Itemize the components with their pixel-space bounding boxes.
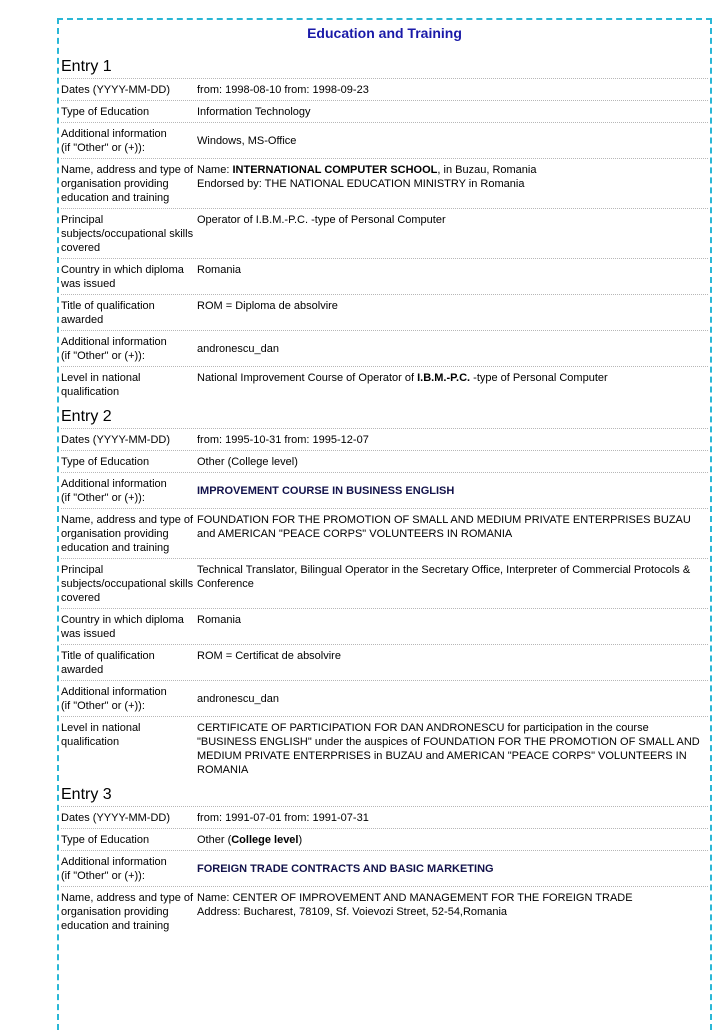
org-name-bold: INTERNATIONAL COMPUTER SCHOOL [232, 164, 438, 176]
organisation-line-1: Name: CENTER OF IMPROVEMENT AND MANAGEMENT FOR THE FOREIGN TRADE [197, 892, 633, 904]
addinfo2-label-line2: (if "Other" or (+)): [61, 350, 145, 362]
organisation-label: Name, address and type of organisation providing education and training [61, 164, 194, 204]
addinfo-label-line1: Additional information [61, 128, 167, 140]
entry-1 [61, 56, 708, 402]
organisation-line-2: Endorsed by: THE NATIONAL EDUCATION MINISTRY in Romania [197, 178, 525, 190]
addinfo-row [61, 472, 708, 508]
type-row [61, 828, 708, 850]
qualification-label: Title of qualification awarded [61, 650, 155, 676]
entry-title: Entry 2 [61, 408, 112, 425]
qualification-row [61, 294, 708, 330]
organisation-line-1 [197, 163, 708, 177]
dates-value: from: 1998-08-10 from: 1998-09-23 [197, 84, 369, 96]
entry-3 [61, 784, 708, 936]
organisation-value: FOUNDATION FOR THE PROMOTION OF SMALL AND MEDIUM PRIVATE ENTERPRISES BUZAU and AMERICAN "PEACE CORPS" VOLUNTEERS IN ROMANIA [197, 514, 691, 540]
addinfo2-label-line1: Additional information [61, 686, 167, 698]
organisation-row [61, 158, 708, 208]
organisation-row [61, 886, 708, 936]
subjects-label: Principal subjects/occupational skills covered [61, 214, 194, 254]
subjects-label: Principal subjects/occupational skills covered [61, 564, 194, 604]
level-value: CERTIFICATE OF PARTICIPATION FOR DAN ANDRONESCU for participation in the course "BUSINESS ENGLISH" under the auspices of FOUNDATION FOR THE PROMOTION OF SMALL AND MEDIUM PRIVATE ENTERPRISES in BUZAU and AMERICAN "PEACE CORPS" VOLUNTEERS IN ROMANIA [197, 722, 700, 776]
addinfo-value: Windows, MS-Office [197, 135, 297, 147]
level-bold: I.B.M.-P.C. [417, 372, 471, 384]
addinfo-label [61, 477, 197, 505]
level-label: Level in national qualification [61, 722, 141, 748]
qualification-value: ROM = Certificat de absolvire [197, 650, 341, 662]
level-label: Level in national qualification [61, 372, 141, 398]
organisation-line-2: Address: Bucharest, 78109, Sf. Voievozi Street, 52-54,Romania [197, 906, 508, 918]
entries-content [61, 52, 708, 936]
level-suffix: -type of Personal Computer [470, 372, 608, 384]
addinfo-label [61, 127, 197, 155]
addinfo2-row [61, 680, 708, 716]
country-label: Country in which diploma was issued [61, 614, 184, 640]
dates-value: from: 1995-10-31 from: 1995-12-07 [197, 434, 369, 446]
subjects-row [61, 558, 708, 608]
level-prefix: National Improvement Course of Operator of [197, 372, 418, 384]
addinfo-label-line1: Additional information [61, 856, 167, 868]
dates-row [61, 428, 708, 450]
organisation-label: Name, address and type of organisation providing education and training [61, 892, 194, 932]
level-row [61, 366, 708, 402]
entry-title: Entry 3 [61, 786, 112, 803]
subjects-value: Operator of I.B.M.-P.C. -type of Personal Computer [197, 214, 446, 226]
country-row [61, 258, 708, 294]
type-bold: College level [231, 834, 299, 846]
addinfo-row [61, 850, 708, 886]
qualification-row [61, 644, 708, 680]
type-label: Type of Education [61, 456, 150, 468]
addinfo-value: IMPROVEMENT COURSE IN BUSINESS ENGLISH [197, 485, 455, 497]
level-row [61, 716, 708, 780]
country-row [61, 608, 708, 644]
addinfo-label-line2: (if "Other" or (+)): [61, 492, 145, 504]
addinfo2-label-line1: Additional information [61, 336, 167, 348]
organisation-label: Name, address and type of organisation providing education and training [61, 514, 194, 554]
dates-label: Dates (YYYY-MM-DD) [61, 812, 170, 824]
type-value: Information Technology [197, 106, 311, 118]
organisation-row [61, 508, 708, 558]
addinfo2-label [61, 335, 197, 363]
type-row [61, 450, 708, 472]
organisation-value [197, 891, 708, 933]
type-prefix: Other ( [197, 834, 232, 846]
subjects-value: Technical Translator, Bilingual Operator in the Secretary Office, Interpreter of Commercial Protocols & Conference [197, 564, 691, 590]
dates-row [61, 806, 708, 828]
type-value [197, 833, 708, 847]
dates-label: Dates (YYYY-MM-DD) [61, 84, 170, 96]
org-name-prefix: Name: [197, 164, 233, 176]
organisation-value [197, 163, 708, 205]
type-label: Type of Education [61, 106, 150, 118]
addinfo2-row [61, 330, 708, 366]
country-value: Romania [197, 264, 242, 276]
country-value: Romania [197, 614, 242, 626]
dates-label: Dates (YYYY-MM-DD) [61, 434, 170, 446]
dates-row [61, 78, 708, 100]
page-title: Education and Training [307, 25, 462, 41]
entry-2 [61, 406, 708, 780]
qualification-value: ROM = Diploma de absolvire [197, 300, 338, 312]
level-value [197, 371, 708, 399]
type-label: Type of Education [61, 834, 150, 846]
qualification-label: Title of qualification awarded [61, 300, 155, 326]
entry-title: Entry 1 [61, 58, 112, 75]
dates-value: from: 1991-07-01 from: 1991-07-31 [197, 812, 369, 824]
type-row [61, 100, 708, 122]
type-value: Other (College level) [197, 456, 298, 468]
addinfo-label [61, 855, 197, 883]
addinfo-label-line2: (if "Other" or (+)): [61, 870, 145, 882]
addinfo-value: FOREIGN TRADE CONTRACTS AND BASIC MARKETING [197, 863, 494, 875]
addinfo-label-line1: Additional information [61, 478, 167, 490]
type-suffix: ) [298, 834, 303, 846]
addinfo-row [61, 122, 708, 158]
addinfo2-value: andronescu_dan [197, 693, 279, 705]
addinfo2-value: andronescu_dan [197, 343, 279, 355]
addinfo2-label [61, 685, 197, 713]
addinfo2-label-line2: (if "Other" or (+)): [61, 700, 145, 712]
subjects-row [61, 208, 708, 258]
org-name-suffix: , in Buzau, Romania [437, 164, 537, 176]
country-label: Country in which diploma was issued [61, 264, 184, 290]
addinfo-label-line2: (if "Other" or (+)): [61, 142, 145, 154]
